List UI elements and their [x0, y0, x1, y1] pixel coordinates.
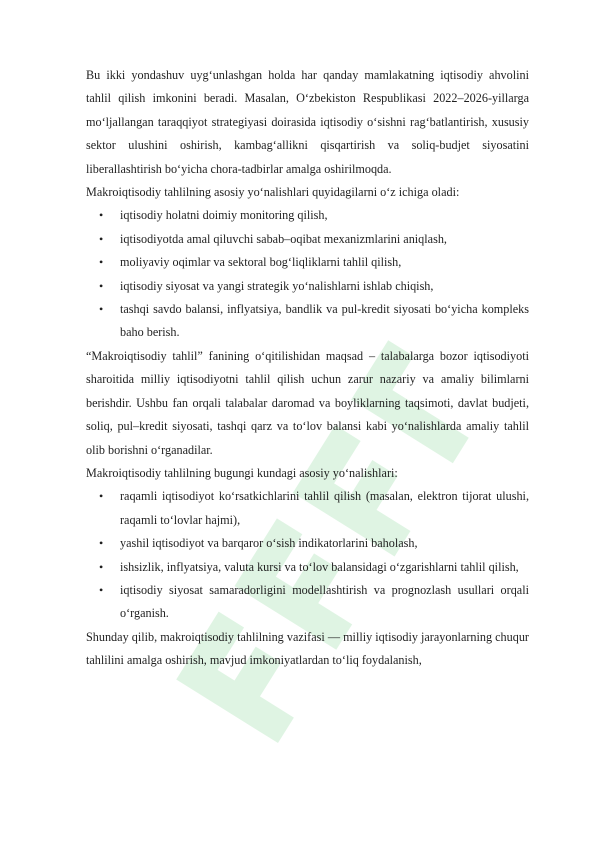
list-item: • iqtisodiy siyosat samaradorligini modellashtirish va prognozlash usullari orqali o‘rganish. [86, 579, 529, 626]
bullet-icon: • [99, 489, 104, 504]
directions-list [86, 204, 529, 344]
document-body [86, 64, 529, 673]
bullet-icon: • [99, 302, 104, 317]
paragraph-directions-lead: Makroiqtisodiy tahlilning asosiy yo‘nalishlari quyidagilarni o‘z ichiga oladi: [86, 185, 460, 200]
bullet-icon: • [99, 231, 104, 246]
paragraph-conclusion: Shunday qilib, makroiqtisodiy tahlilning vazifasi — milliy iqtisodiy jarayonlarning chuqur tahlilini amalga oshirish, mavjud imkoniyatlardan to‘liq foydalanish, [86, 629, 529, 668]
bullet-icon: • [99, 536, 104, 551]
list-item: • iqtisodiy siyosat va yangi strategik yo‘nalishlarni ishlab chiqish, [86, 275, 529, 298]
list-item: • yashil iqtisodiyot va barqaror o‘sish indikatorlarini baholash, [86, 532, 529, 555]
list-item: • ishsizlik, inflyatsiya, valuta kursi va to‘lov balansidagi o‘zgarishlarni tahlil qilish, [86, 556, 529, 579]
list-item: • iqtisodiy holatni doimiy monitoring qilish, [86, 204, 529, 227]
paragraph-current-directions-lead: Makroiqtisodiy tahlilning bugungi kundagi asosiy yo‘nalishlari: [86, 465, 398, 480]
bullet-icon: • [99, 255, 104, 270]
list-item: • iqtisodiyotda amal qiluvchi sabab–oqibat mexanizmlarini aniqlash, [86, 228, 529, 251]
bullet-icon: • [99, 208, 104, 223]
list-item: • moliyaviy oqimlar va sektoral bog‘liqliklarni tahlil qilish, [86, 251, 529, 274]
list-item: • raqamli iqtisodiyot ko‘rsatkichlarini tahlil qilish (masalan, elektron tijorat ulushi, raqamli to‘lovlar hajmi), [86, 485, 529, 532]
bullet-icon: • [99, 582, 104, 597]
bullet-icon: • [99, 559, 104, 574]
list-item: • tashqi savdo balansi, inflyatsiya, bandlik va pul-kredit siyosati bo‘yicha kompleks baho berish. [86, 298, 529, 345]
current-directions-list [86, 485, 529, 625]
bullet-icon: • [99, 278, 104, 293]
paragraph-intro: Bu ikki yondashuv uyg‘unlashgan holda har qanday mamlakatning iqtisodiy ahvolini tahlil qilish imkonini beradi. Masalan, O‘zbekiston Respublikasi 2022–2026-yillarga mo‘ljallangan taraqqiyot strategiyasi doirasida iqtisodiy o‘sishni rag‘batlantirish, xususiy sektor ulushini oshirish, kambag‘allikni qisqartirish va soliq-budjet siyosatini liberallashtirish bo‘yicha chora-tadbirlar amalga oshirilmoqda. [86, 68, 529, 176]
paragraph-course-goal: “Makroiqtisodiy tahlil” fanining o‘qitilishidan maqsad – talabalarga bozor iqtisodiyoti sharoitida milliy iqtisodiyotni tahlil qilish uchun zarur nazariy va amaliy bilimlarni berishdir. Ushbu fan orqali talabalar daromad va boyliklarning taqsimoti, davlat budjeti, soliq, pul–kredit siyosati, tashqi qarz va to‘lov balansi kabi yo‘nalishlarda amaliy tahlil olib borishni o‘rganadilar. [86, 348, 529, 457]
